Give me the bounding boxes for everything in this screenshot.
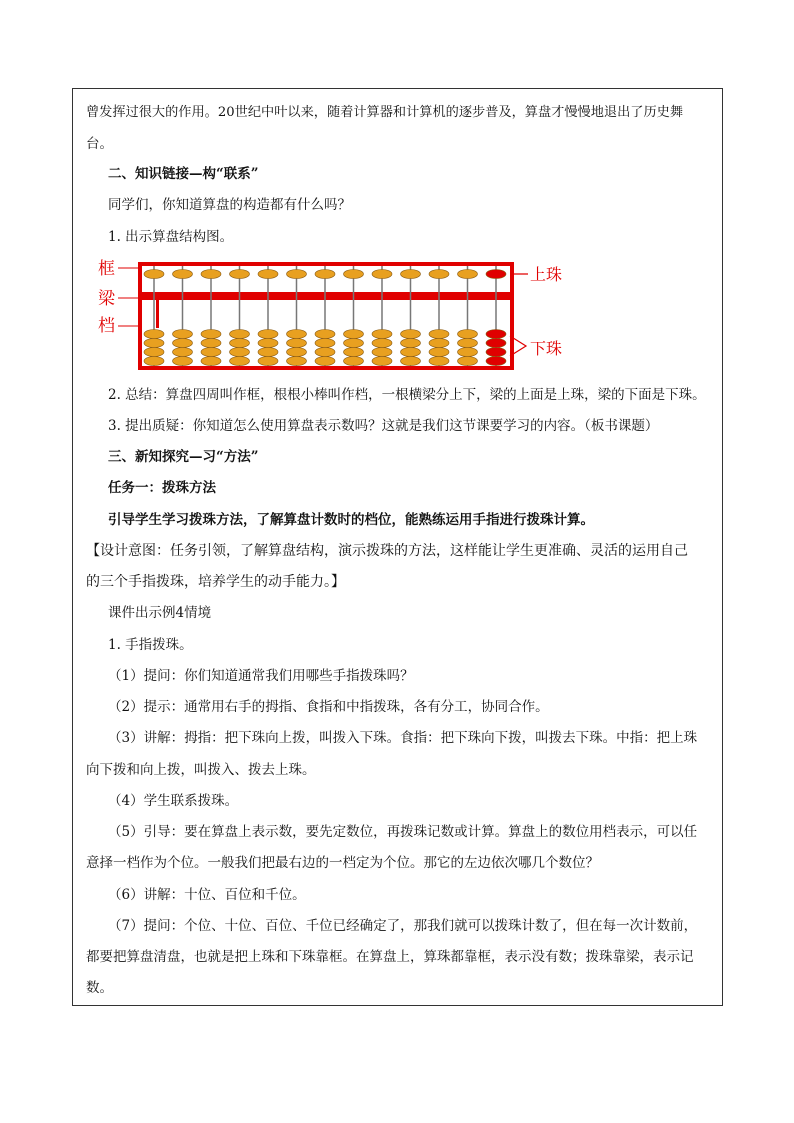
upper-bead [201, 270, 221, 279]
upper-bead [287, 270, 307, 279]
paragraph-line: （5）引导：要在算盘上表示数，要先定数位，再拨珠记数或计算。算盘上的数位用档表示，可以任 [108, 824, 698, 840]
label-beam: 梁 [98, 289, 115, 309]
paragraph-line: 向下拨和向上拨，叫拨入、拨去上珠。 [86, 762, 316, 778]
lower-bead [287, 357, 307, 366]
lower-bead [344, 339, 364, 348]
lower-bead [230, 357, 250, 366]
lower-bead [401, 348, 421, 357]
abacus-diagram [92, 256, 582, 376]
paragraph-line: 都要把算盘清盘，也就是把上珠和下珠靠框。在算盘上，算珠都靠框，表示没有数；拨珠靠梁，表示记 [86, 949, 694, 965]
lower-bead [401, 339, 421, 348]
lower-bead [144, 348, 164, 357]
lower-bead [230, 330, 250, 339]
lower-bead [258, 357, 278, 366]
paragraph-line: 1. 出示算盘结构图。 [108, 229, 234, 245]
paragraph-line: 台。 [86, 136, 113, 152]
lower-bead [429, 339, 449, 348]
paragraph-line: 意择一档作为个位。一般我们把最右边的一档定为个位。那它的左边依次哪几个数位？ [86, 855, 599, 871]
upper-bead [315, 270, 335, 279]
lower-bead [372, 348, 392, 357]
lower-bead [401, 357, 421, 366]
paragraph-line: 同学们，你知道算盘的构造都有什么吗？ [108, 197, 351, 213]
paragraph-line: 2. 总结：算盘四周叫作框，根根小棒叫作档，一根横梁分上下，梁的上面是上珠，梁的下面是下珠。 [108, 387, 706, 403]
lower-bead [201, 357, 221, 366]
upper-bead [401, 270, 421, 279]
upper-bead [372, 270, 392, 279]
lower-bead [486, 357, 506, 366]
paragraph-line: （1）提问：你们知道通常我们用哪些手指拨珠吗？ [108, 668, 414, 684]
upper-bead [144, 270, 164, 279]
lower-bead [315, 348, 335, 357]
label-rod: 档 [98, 316, 115, 336]
lower-bead [401, 330, 421, 339]
paragraph-line: 课件出示例4情境 [108, 605, 212, 621]
lower-bead [230, 348, 250, 357]
lower-bead [372, 330, 392, 339]
paragraph-line: 曾发挥过很大的作用。20世纪中叶以来，随着计算器和计算机的逐步普及，算盘才慢慢地退出了历史舞 [86, 105, 684, 120]
design-intent-line: 【设计意图：任务引领，了解算盘结构，演示拨珠的方法，这样能让学生更准确、灵活的运用自己 [86, 543, 688, 559]
lower-bead [287, 348, 307, 357]
upper-bead [230, 270, 250, 279]
lower-bead [173, 348, 193, 357]
paragraph-line: 1. 手指拨珠。 [108, 637, 193, 653]
upper-bead [258, 270, 278, 279]
paragraph-line: （6）讲解：十位、百位和千位。 [108, 887, 306, 903]
lower-bead [315, 339, 335, 348]
lower-bead [144, 357, 164, 366]
lower-bead [201, 330, 221, 339]
lower-bead [258, 339, 278, 348]
lower-bead [344, 357, 364, 366]
section-heading: 三、新知探究—习“方法” [108, 449, 259, 465]
lower-bead [458, 357, 478, 366]
lower-bead [144, 339, 164, 348]
upper-bead [486, 270, 506, 279]
lower-bead [458, 330, 478, 339]
lower-bead [173, 357, 193, 366]
lower-bead [201, 348, 221, 357]
lower-bead [458, 339, 478, 348]
lower-bead [144, 330, 164, 339]
abacus-beam [142, 292, 510, 300]
lower-bead [173, 330, 193, 339]
label-frame: 框 [98, 259, 115, 279]
lower-bead [429, 330, 449, 339]
upper-bead [458, 270, 478, 279]
design-intent-line: 的三个手指拨珠，培养学生的动手能力。】 [86, 574, 345, 590]
paragraph-line: （4）学生联系拨珠。 [108, 793, 239, 809]
task-goal: 引导学生学习拨珠方法，了解算盘计数时的档位，能熟练运用手指进行拨珠计算。 [108, 512, 594, 528]
task-heading: 任务一：拨珠方法 [108, 480, 216, 496]
lower-bead [344, 330, 364, 339]
section-heading: 二、知识链接—构“联系” [108, 166, 259, 182]
lower-bead [315, 330, 335, 339]
lower-bead [230, 339, 250, 348]
lower-bead [429, 357, 449, 366]
lower-bead [486, 348, 506, 357]
label-lower-bead: 下珠 [530, 339, 563, 358]
lower-bead [372, 357, 392, 366]
lower-bead [486, 339, 506, 348]
lower-bead [344, 348, 364, 357]
lower-bead [458, 348, 478, 357]
upper-bead [173, 270, 193, 279]
lower-bead [258, 330, 278, 339]
paragraph-line: （7）提问：个位、十位、百位、千位已经确定了，那我们就可以拨珠计数了，但在每一次计数前， [108, 918, 698, 934]
lower-bead [287, 339, 307, 348]
lower-bead [173, 339, 193, 348]
lower-bead [486, 330, 506, 339]
lower-bead [287, 330, 307, 339]
lower-bead [429, 348, 449, 357]
abacus-rod-marker [156, 300, 159, 328]
lower-bead [372, 339, 392, 348]
paragraph-line: 3. 提出质疑：你知道怎么使用算盘表示数吗？这就是我们这节课要学习的内容。（板书课题） [108, 418, 659, 434]
lower-bead [315, 357, 335, 366]
upper-bead [344, 270, 364, 279]
lower-bead [201, 339, 221, 348]
label-upper-bead: 上珠 [530, 265, 563, 284]
upper-bead [429, 270, 449, 279]
paragraph-line: （2）提示：通常用右手的拇指、食指和中指拨珠，各有分工，协同合作。 [108, 699, 549, 715]
lower-bead [258, 348, 278, 357]
paragraph-line: （3）讲解：拇指：把下珠向上拨，叫拨入下珠。食指：把下珠向下拨，叫拨去下珠。中指：把上珠 [108, 730, 698, 746]
paragraph-line: 数。 [86, 980, 113, 996]
